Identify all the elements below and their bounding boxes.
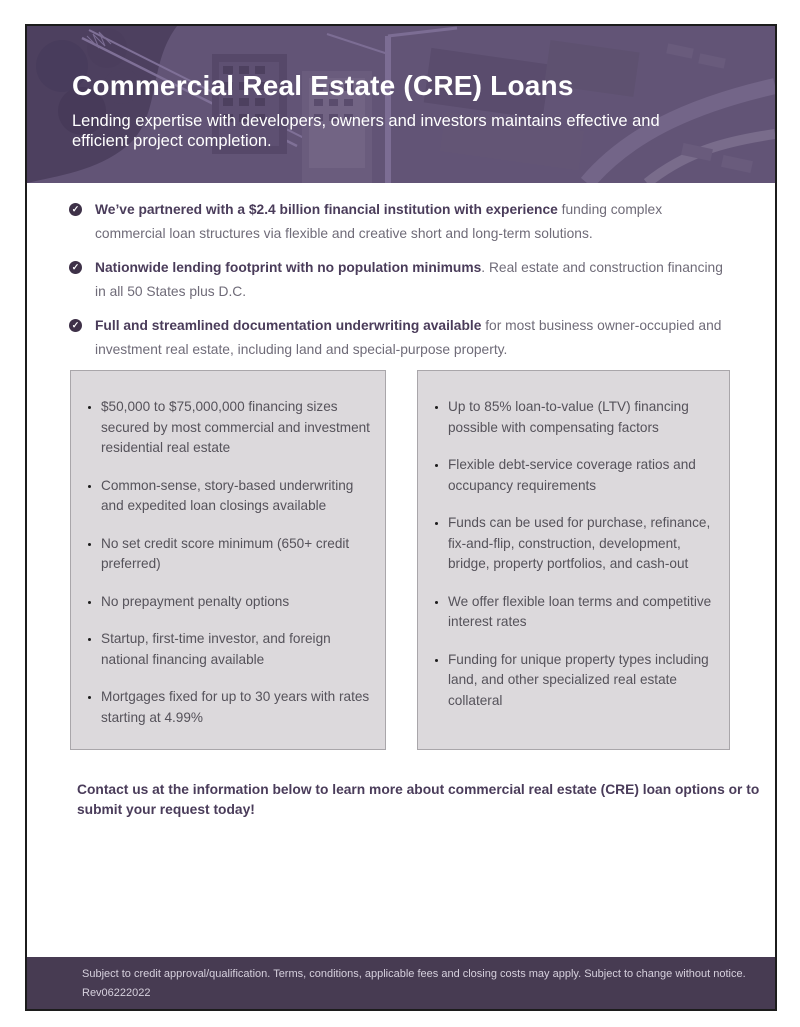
feature-item: • Funds can be used for purchase, refinance, fix-and-flip, construction, development, bridge, property portfolios, and cash-out bbox=[448, 513, 717, 575]
highlight-text-bold: Nationwide lending footprint with no population minimums bbox=[95, 260, 482, 275]
feature-item: • Flexible debt-service coverage ratios and occupancy requirements bbox=[448, 455, 717, 496]
page-title: Commercial Real Estate (CRE) Loans bbox=[72, 70, 574, 101]
highlight-text-rest: funding complex commercial loan structures via flexible and creative short and long-term solutions. bbox=[95, 202, 663, 241]
feature-item: • Funding for unique property types including land, and other specialized real estate collateral bbox=[448, 650, 717, 712]
footer-disclaimer: Subject to credit approval/qualification. Terms, conditions, applicable fees and closing costs may apply. Subject to change without notice. bbox=[82, 968, 746, 980]
highlight-text bbox=[95, 198, 735, 246]
features-box-left bbox=[70, 370, 386, 750]
footer-revision: Rev06222022 bbox=[82, 987, 151, 999]
feature-item: • Up to 85% loan-to-value (LTV) financing possible with compensating factors bbox=[448, 397, 717, 438]
check-circle-icon: ✓ bbox=[69, 261, 82, 274]
highlight-item bbox=[69, 314, 737, 362]
highlight-text-rest: for most business owner-occupied and investment real estate, including land and special-purpose property. bbox=[95, 318, 722, 357]
features-list-right bbox=[418, 371, 729, 711]
highlight-text bbox=[95, 256, 735, 304]
highlight-item bbox=[69, 256, 737, 304]
footer-bar bbox=[27, 957, 775, 1009]
feature-item: • We offer flexible loan terms and competitive interest rates bbox=[448, 592, 717, 633]
hero-subtitle: Lending expertise with developers, owners and investors maintains effective and efficient project completion. bbox=[72, 112, 660, 150]
features-list-left bbox=[71, 371, 385, 728]
highlight-text-bold: Full and streamlined documentation underwriting available bbox=[95, 318, 482, 333]
hero-banner bbox=[27, 26, 775, 183]
feature-item: • Mortgages fixed for up to 30 years with rates starting at 4.99% bbox=[101, 687, 373, 728]
check-circle-icon: ✓ bbox=[69, 203, 82, 216]
feature-item: • $50,000 to $75,000,000 financing sizes secured by most commercial and investment residential real estate bbox=[101, 397, 373, 459]
features-box-right bbox=[417, 370, 730, 750]
highlight-item bbox=[69, 198, 737, 246]
highlight-text-bold: We’ve partnered with a $2.4 billion financial institution with experience bbox=[95, 202, 558, 217]
check-circle-icon: ✓ bbox=[69, 319, 82, 332]
highlight-list bbox=[69, 198, 737, 372]
contact-cta: Contact us at the information below to learn more about commercial real estate (CRE) loan options or to submit your request today! bbox=[77, 782, 760, 817]
feature-item: • Common-sense, story-based underwriting and expedited loan closings available bbox=[101, 476, 373, 517]
feature-item: • No prepayment penalty options bbox=[101, 592, 373, 613]
content-frame bbox=[25, 24, 777, 1011]
hero-text-block bbox=[72, 70, 697, 151]
highlight-text bbox=[95, 314, 735, 362]
feature-item: • No set credit score minimum (650+ credit preferred) bbox=[101, 534, 373, 575]
highlight-text-rest: . Real estate and construction financing in all 50 States plus D.C. bbox=[95, 260, 723, 299]
feature-item: • Startup, first-time investor, and foreign national financing available bbox=[101, 629, 373, 670]
